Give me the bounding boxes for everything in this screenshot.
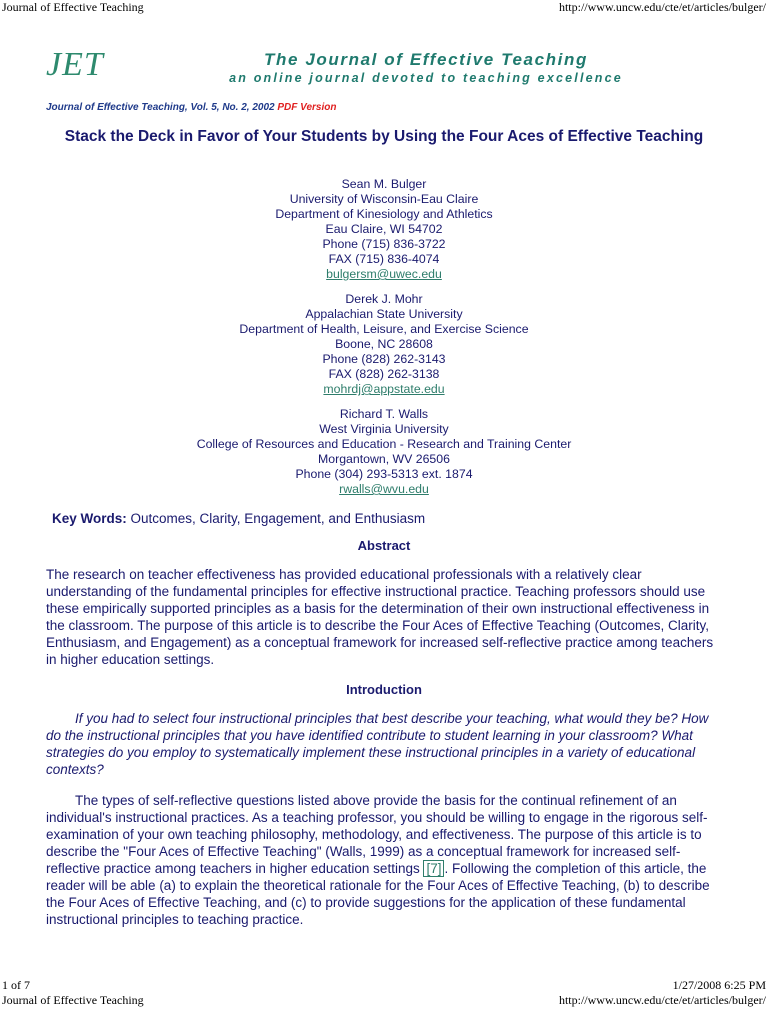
print-header-url: http://www.uncw.edu/cte/et/articles/bulger/: [558, 0, 766, 14]
jet-logo: JET: [46, 46, 104, 83]
author-affiliation: University of Wisconsin-Eau Claire: [289, 192, 479, 206]
journal-tagline: an online journal devoted to teaching excellence: [229, 71, 623, 85]
next-page-header-url: http://www.uncw.edu/cte/et/articles/bulger/: [558, 993, 766, 1007]
abstract-paragraph: The research on teacher effectiveness has provided educational professionals with a relatively clear understanding of the fundamental principles for effective instructional practice. Teaching professors should use these empirically supported principles as a basis for the determination of their own instructional effectiveness in the classroom. The purpose of this article is to describe the Four Aces of Effective Teaching (Outcomes, Clarity, Enthusiasm, and Engagement) as a conceptual framework for increased self-reflective practice among teachers in higher education settings.: [46, 567, 714, 667]
introduction-paragraph-2: [46, 792, 726, 928]
intro-text-before-ref: The types of self-reflective questions listed above provide the basis for the continual refinement of an individual's instructional practices. As a teaching professor, you should be willing to engage in the rigorous self-examination of your own teaching philosophy, methodology, and effectiveness. The purpose of this article is to describe the "Four Aces of Effective Teaching" (Walls, 1999) as a conceptual framework for increased self-reflective practice among teachers in higher education settings: [46, 793, 708, 876]
author-address: Morgantown, WV 26506: [318, 452, 450, 466]
page-number: 1 of 7: [2, 978, 30, 992]
author-affiliation: West Virginia University: [319, 422, 449, 436]
author-department: College of Resources and Education - Research and Training Center: [196, 437, 572, 451]
author-name: Derek J. Mohr: [345, 292, 423, 306]
keywords-line: [52, 511, 425, 526]
intro-text-after-ref: . Following the completion of this article, the reader will be able (a) to explain the theoretical rationale for the Four Aces of Effective Teaching, (b) to describe the Four Aces of Effective Teaching, and (c) to provide suggestions for the application of these fundamental instructional principles to teaching practice.: [46, 861, 710, 927]
print-header: [0, 0, 768, 16]
pdf-version-link[interactable]: PDF Version: [277, 102, 337, 113]
author-address: Eau Claire, WI 54702: [325, 222, 443, 236]
author-phone: Phone (304) 293-5313 ext. 1874: [295, 467, 473, 481]
author-name: Richard T. Walls: [339, 407, 429, 421]
author-email-link[interactable]: bulgersm@uwec.edu: [326, 267, 442, 281]
author-email-link[interactable]: rwalls@wvu.edu: [339, 482, 429, 496]
author-department: Department of Kinesiology and Athletics: [275, 207, 493, 221]
article-title: Stack the Deck in Favor of Your Students by Using the Four Aces of Effective Teaching: [64, 128, 704, 145]
keywords-label: Key Words:: [52, 511, 127, 526]
introduction-paragraph-1: If you had to select four instructional principles that best describe your teaching, what would they be? How do the instructional principles that you have identified contribute to student learning in your classroom? What strategies do you employ to systematically implement these instructional principles in a variety of educational contexts?: [46, 711, 709, 777]
introduction-heading: Introduction: [346, 682, 422, 697]
author-block: [46, 177, 722, 282]
author-affiliation: Appalachian State University: [305, 307, 463, 321]
reference-link-7[interactable]: [7]: [423, 860, 444, 877]
abstract-heading: Abstract: [357, 538, 411, 553]
author-phone: Phone (828) 262-3143: [322, 352, 446, 366]
print-datetime: 1/27/2008 6:25 PM: [672, 978, 766, 992]
author-address: Boone, NC 28608: [335, 337, 433, 351]
citation-line: [46, 102, 336, 113]
author-name: Sean M. Bulger: [341, 177, 427, 191]
print-footer: [0, 978, 768, 1024]
print-header-title: Journal of Effective Teaching: [2, 0, 144, 14]
citation-text: Journal of Effective Teaching, Vol. 5, No. 2, 2002: [46, 102, 275, 113]
author-fax: FAX (715) 836-4074: [328, 252, 440, 266]
author-block: [46, 407, 722, 497]
next-page-header-title: Journal of Effective Teaching: [2, 993, 144, 1007]
author-block: [46, 292, 722, 397]
author-department: Department of Health, Leisure, and Exercise Science: [239, 322, 529, 336]
journal-masthead: [46, 44, 726, 96]
author-email-link[interactable]: mohrdj@appstate.edu: [323, 382, 445, 396]
journal-title: The Journal of Effective Teaching: [264, 50, 588, 69]
author-fax: FAX (828) 262-3138: [328, 367, 440, 381]
keywords-value: Outcomes, Clarity, Engagement, and Enthusiasm: [130, 511, 426, 526]
author-phone: Phone (715) 836-3722: [322, 237, 446, 251]
